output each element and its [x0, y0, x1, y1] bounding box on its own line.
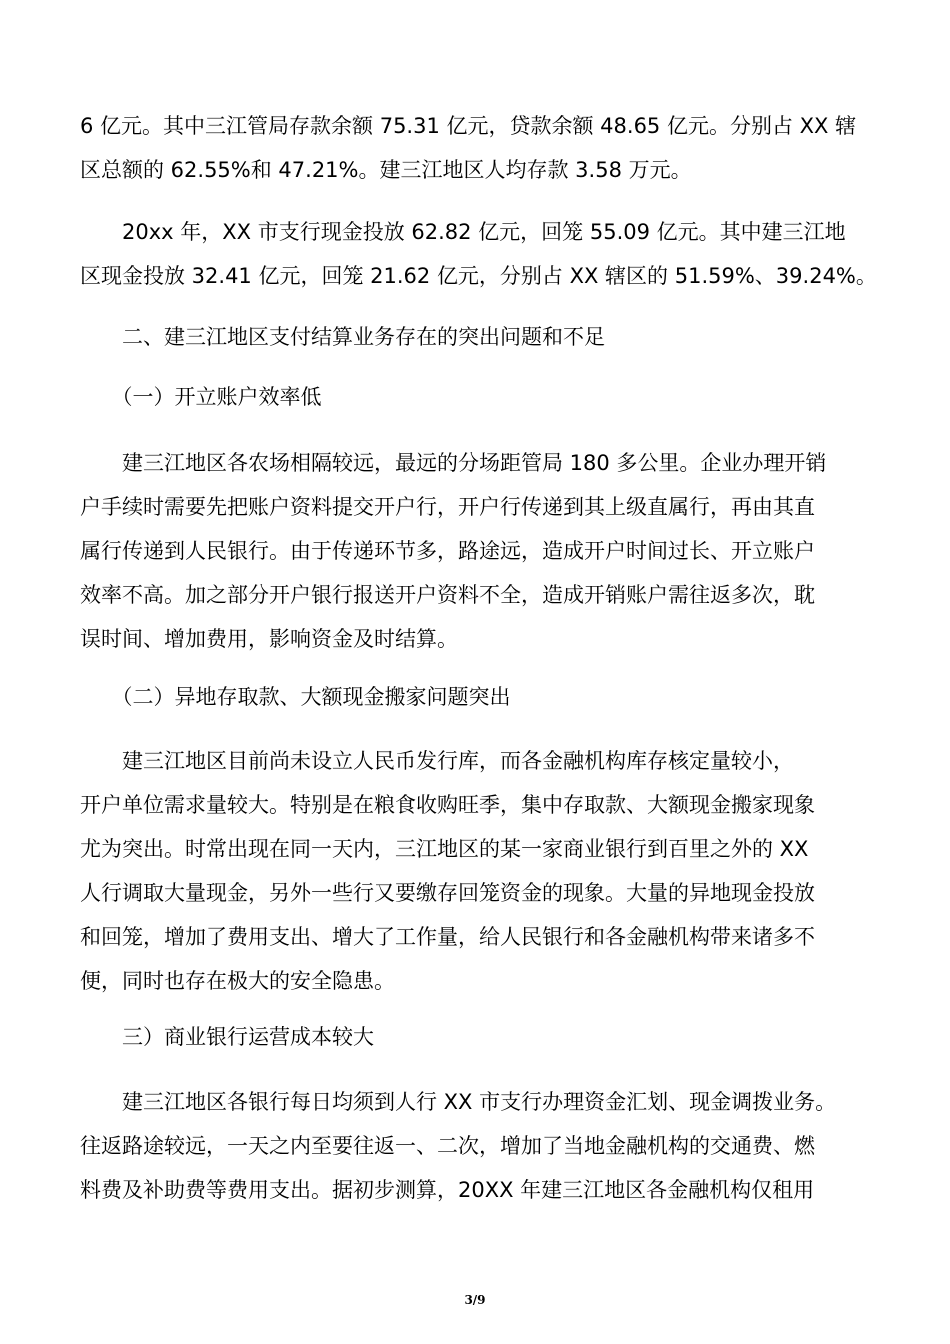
heading-text: 三）商业银行运营成本较大 [80, 1025, 374, 1049]
text-line: 20xx 年，XX 市支行现金投放 62.82 亿元，回笼 55.09 亿元。其中建三江地 [80, 220, 846, 244]
text-line: 6 亿元。其中三江管局存款余额 75.31 亿元，贷款余额 48.65 亿元。分别占 XX 辖 [80, 114, 857, 138]
paragraph-cash-issuance [80, 210, 877, 298]
text-line: 建三江地区各农场相隔较远，最远的分场距管局 180 多公里。企业办理开销 [80, 451, 827, 475]
paragraph-deposit-summary [80, 104, 870, 192]
subheading-account-efficiency [80, 375, 870, 419]
text-line: 属行传递到人民银行。由于传递环节多，路途远，造成开户时间过长、开立账户 [80, 539, 815, 563]
text-line: 料费及补助费等费用支出。据初步测算，20XX 年建三江地区各金融机构仅租用 [80, 1178, 815, 1202]
section-heading-problems [80, 315, 870, 359]
subheading-operating-cost [80, 1015, 870, 1059]
text-line: 建三江地区目前尚未设立人民币发行库，而各金融机构库存核定量较小， [80, 749, 794, 773]
heading-text: （二）异地存取款、大额现金搬家问题突出 [80, 685, 511, 709]
text-line: 人行调取大量现金，另外一些行又要缴存回笼资金的现象。大量的异地现金投放 [80, 881, 815, 905]
text-line: 往返路途较远，一天之内至要往返一、二次，增加了当地金融机构的交通费、燃 [80, 1134, 815, 1158]
paragraph-account-efficiency [80, 441, 870, 661]
heading-text: （一）开立账户效率低 [80, 385, 322, 409]
subheading-cash-relocation [80, 675, 870, 719]
text-line: 便，同时也存在极大的安全隐患。 [80, 969, 395, 993]
text-line: 区总额的 62.55%和 47.21%。建三江地区人均存款 3.58 万元。 [80, 158, 692, 182]
text-line: 误时间、增加费用，影响资金及时结算。 [80, 627, 458, 651]
text-line: 区现金投放 32.41 亿元，回笼 21.62 亿元，分别占 XX 辖区的 51.59%、39.24%。 [80, 264, 877, 288]
paragraph-operating-cost [80, 1080, 870, 1212]
text-line: 和回笼，增加了费用支出、增大了工作量，给人民银行和各金融机构带来诸多不 [80, 925, 815, 949]
text-line: 建三江地区各银行每日均须到人行 XX 市支行办理资金汇划、现金调拨业务。 [80, 1090, 837, 1114]
paragraph-cash-relocation [80, 739, 870, 1003]
text-line: 开户单位需求量较大。特别是在粮食收购旺季，集中存取款、大额现金搬家现象 [80, 793, 815, 817]
text-line: 尤为突出。时常出现在同一天内，三江地区的某一家商业银行到百里之外的 XX [80, 837, 809, 861]
page-number: 3/9 [464, 1293, 486, 1307]
heading-text: 二、建三江地区支付结算业务存在的突出问题和不足 [80, 325, 605, 349]
text-line: 户手续时需要先把账户资料提交开户行，开户行传递到其上级直属行，再由其直 [80, 495, 815, 519]
text-line: 效率不高。加之部分开户银行报送开户资料不全，造成开销账户需往返多次，耽 [80, 583, 815, 607]
